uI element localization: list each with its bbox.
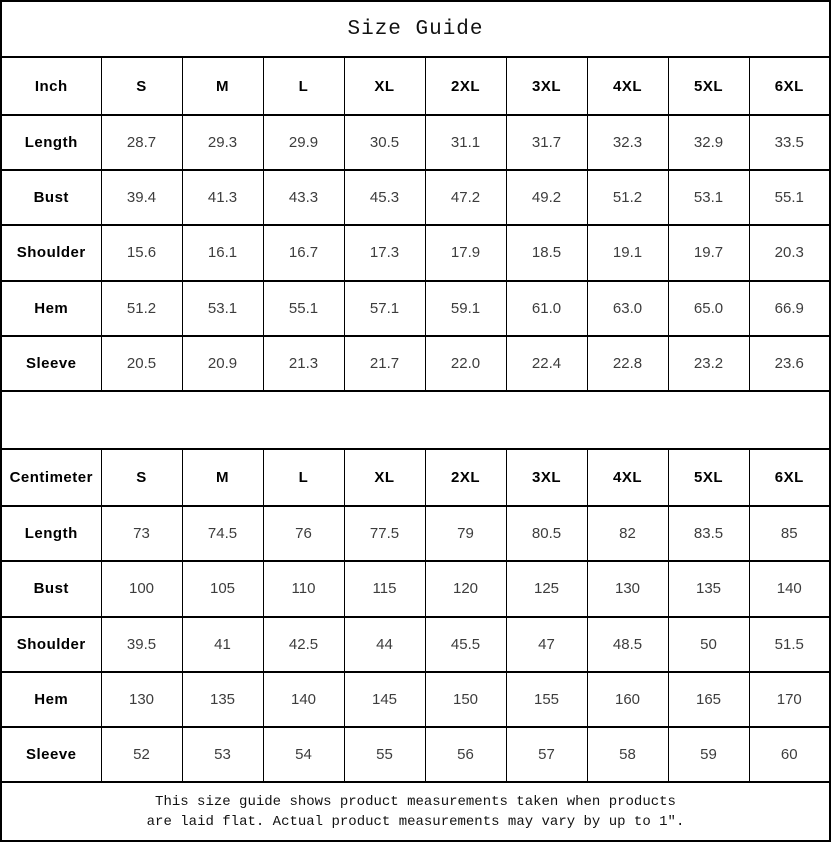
measurement-value-cell: 17.9: [425, 225, 506, 280]
measurement-value-cell: 18.5: [506, 225, 587, 280]
data-row: [1, 617, 830, 672]
data-row: [1, 170, 830, 225]
data-row: [1, 336, 830, 391]
measurement-value-cell: 44: [344, 617, 425, 672]
measurement-value-cell: 19.1: [587, 225, 668, 280]
measurement-value-cell: 32.3: [587, 115, 668, 170]
gap-row: [1, 391, 830, 448]
measurement-value-cell: 74.5: [182, 506, 263, 561]
measurement-value-cell: 21.7: [344, 336, 425, 391]
measurement-value-cell: 57.1: [344, 281, 425, 336]
measurement-value-cell: 79: [425, 506, 506, 561]
measurement-value-cell: 55: [344, 727, 425, 782]
measurement-value-cell: 120: [425, 561, 506, 616]
measurement-row-label: Length: [1, 506, 101, 561]
measurement-value-cell: 23.6: [749, 336, 830, 391]
measurement-value-cell: 105: [182, 561, 263, 616]
size-column-header: 3XL: [506, 57, 587, 114]
measurement-value-cell: 53.1: [668, 170, 749, 225]
measurement-row-label: Length: [1, 115, 101, 170]
size-column-header: XL: [344, 57, 425, 114]
measurement-value-cell: 63.0: [587, 281, 668, 336]
data-row: [1, 561, 830, 616]
page-title: Size Guide: [1, 1, 830, 57]
measurement-value-cell: 43.3: [263, 170, 344, 225]
footer-note-line1: This size guide shows product measurements taken when products: [155, 793, 676, 810]
measurement-value-cell: 22.8: [587, 336, 668, 391]
size-column-header: 5XL: [668, 57, 749, 114]
size-column-header: 2XL: [425, 57, 506, 114]
size-column-header: 3XL: [506, 449, 587, 506]
size-column-header: M: [182, 449, 263, 506]
measurement-value-cell: 150: [425, 672, 506, 727]
footer-row: [1, 782, 830, 841]
header-row: [1, 57, 830, 114]
measurement-value-cell: 61.0: [506, 281, 587, 336]
size-column-header: 4XL: [587, 449, 668, 506]
measurement-row-label: Sleeve: [1, 727, 101, 782]
measurement-value-cell: 48.5: [587, 617, 668, 672]
measurement-row-label: Bust: [1, 170, 101, 225]
measurement-value-cell: 52: [101, 727, 182, 782]
measurement-value-cell: 29.3: [182, 115, 263, 170]
measurement-value-cell: 140: [263, 672, 344, 727]
footer-note: [1, 782, 830, 841]
measurement-value-cell: 51.5: [749, 617, 830, 672]
size-column-header: L: [263, 57, 344, 114]
data-row: [1, 281, 830, 336]
measurement-value-cell: 160: [587, 672, 668, 727]
measurement-value-cell: 17.3: [344, 225, 425, 280]
measurement-value-cell: 77.5: [344, 506, 425, 561]
measurement-value-cell: 16.1: [182, 225, 263, 280]
size-column-header: 5XL: [668, 449, 749, 506]
measurement-value-cell: 41.3: [182, 170, 263, 225]
measurement-value-cell: 20.5: [101, 336, 182, 391]
measurement-value-cell: 53.1: [182, 281, 263, 336]
measurement-value-cell: 31.1: [425, 115, 506, 170]
size-column-header: 6XL: [749, 449, 830, 506]
measurement-value-cell: 28.7: [101, 115, 182, 170]
measurement-value-cell: 155: [506, 672, 587, 727]
measurement-value-cell: 55.1: [263, 281, 344, 336]
footer-note-line2: are laid flat. Actual product measurements may vary by up to 1″.: [146, 813, 685, 830]
measurement-value-cell: 22.4: [506, 336, 587, 391]
size-column-header: M: [182, 57, 263, 114]
measurement-value-cell: 145: [344, 672, 425, 727]
header-row: [1, 449, 830, 506]
size-column-header: XL: [344, 449, 425, 506]
measurement-value-cell: 76: [263, 506, 344, 561]
measurement-row-label: Sleeve: [1, 336, 101, 391]
measurement-value-cell: 39.4: [101, 170, 182, 225]
measurement-value-cell: 59: [668, 727, 749, 782]
measurement-row-label: Shoulder: [1, 617, 101, 672]
data-row: [1, 672, 830, 727]
measurement-value-cell: 32.9: [668, 115, 749, 170]
size-column-header: S: [101, 449, 182, 506]
measurement-value-cell: 130: [587, 561, 668, 616]
measurement-value-cell: 85: [749, 506, 830, 561]
measurement-value-cell: 50: [668, 617, 749, 672]
measurement-value-cell: 135: [182, 672, 263, 727]
measurement-value-cell: 110: [263, 561, 344, 616]
measurement-value-cell: 29.9: [263, 115, 344, 170]
measurement-value-cell: 20.9: [182, 336, 263, 391]
measurement-value-cell: 100: [101, 561, 182, 616]
measurement-value-cell: 16.7: [263, 225, 344, 280]
measurement-value-cell: 66.9: [749, 281, 830, 336]
measurement-value-cell: 60: [749, 727, 830, 782]
size-column-header: L: [263, 449, 344, 506]
spacer-row-cell: [1, 391, 830, 448]
size-column-header: S: [101, 57, 182, 114]
measurement-value-cell: 80.5: [506, 506, 587, 561]
measurement-value-cell: 57: [506, 727, 587, 782]
data-row: [1, 506, 830, 561]
measurement-value-cell: 47.2: [425, 170, 506, 225]
measurement-value-cell: 20.3: [749, 225, 830, 280]
data-row: [1, 225, 830, 280]
measurement-value-cell: 58: [587, 727, 668, 782]
measurement-value-cell: 51.2: [101, 281, 182, 336]
measurement-value-cell: 45.5: [425, 617, 506, 672]
measurement-value-cell: 49.2: [506, 170, 587, 225]
title-row: [1, 1, 830, 57]
measurement-value-cell: 65.0: [668, 281, 749, 336]
measurement-value-cell: 125: [506, 561, 587, 616]
measurement-value-cell: 83.5: [668, 506, 749, 561]
measurement-value-cell: 21.3: [263, 336, 344, 391]
size-guide-table-body: [1, 1, 830, 841]
measurement-value-cell: 22.0: [425, 336, 506, 391]
measurement-value-cell: 39.5: [101, 617, 182, 672]
measurement-row-label: Hem: [1, 672, 101, 727]
measurement-value-cell: 82: [587, 506, 668, 561]
measurement-row-label: Hem: [1, 281, 101, 336]
size-column-header: 4XL: [587, 57, 668, 114]
measurement-value-cell: 135: [668, 561, 749, 616]
measurement-value-cell: 51.2: [587, 170, 668, 225]
measurement-value-cell: 45.3: [344, 170, 425, 225]
data-row: [1, 727, 830, 782]
measurement-value-cell: 130: [101, 672, 182, 727]
measurement-value-cell: 15.6: [101, 225, 182, 280]
measurement-value-cell: 33.5: [749, 115, 830, 170]
measurement-value-cell: 31.7: [506, 115, 587, 170]
measurement-value-cell: 170: [749, 672, 830, 727]
measurement-value-cell: 30.5: [344, 115, 425, 170]
measurement-value-cell: 42.5: [263, 617, 344, 672]
measurement-value-cell: 19.7: [668, 225, 749, 280]
measurement-value-cell: 115: [344, 561, 425, 616]
measurement-value-cell: 47: [506, 617, 587, 672]
measurement-value-cell: 53: [182, 727, 263, 782]
measurement-value-cell: 23.2: [668, 336, 749, 391]
measurement-value-cell: 55.1: [749, 170, 830, 225]
measurement-row-label: Shoulder: [1, 225, 101, 280]
size-column-header: 6XL: [749, 57, 830, 114]
measurement-value-cell: 165: [668, 672, 749, 727]
measurement-value-cell: 56: [425, 727, 506, 782]
size-column-header: 2XL: [425, 449, 506, 506]
unit-header: Inch: [1, 57, 101, 114]
measurement-value-cell: 54: [263, 727, 344, 782]
data-row: [1, 115, 830, 170]
measurement-value-cell: 73: [101, 506, 182, 561]
measurement-value-cell: 59.1: [425, 281, 506, 336]
measurement-value-cell: 140: [749, 561, 830, 616]
measurement-row-label: Bust: [1, 561, 101, 616]
unit-header: Centimeter: [1, 449, 101, 506]
measurement-value-cell: 41: [182, 617, 263, 672]
